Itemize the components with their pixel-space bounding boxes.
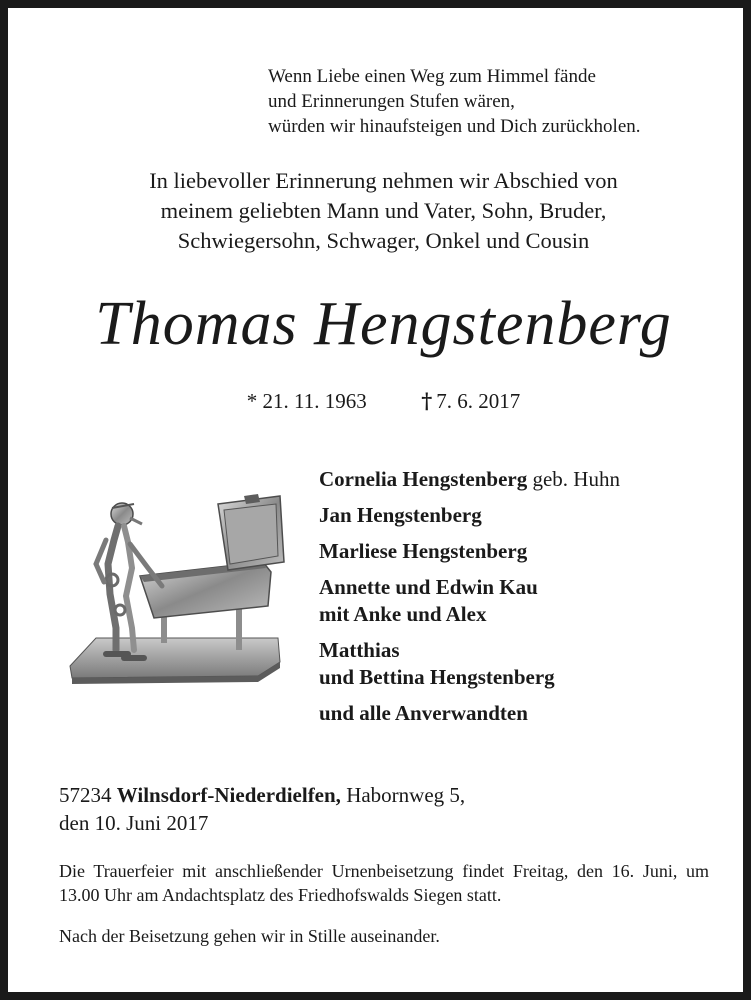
address-block: [59, 781, 465, 837]
mourner-suffix: geb. Huhn: [527, 467, 620, 491]
deceased-name: Thomas Hengstenberg: [95, 290, 672, 358]
mourner: [319, 466, 620, 493]
notice-date: den 10. Juni 2017: [59, 811, 209, 835]
mourner: [319, 700, 620, 727]
mourner-name: Cornelia Hengstenberg: [319, 467, 528, 491]
mourner-name: Jan Hengstenberg: [319, 503, 482, 527]
mourner-name: mit Anke und Alex: [319, 602, 487, 626]
closing-text: Nach der Beisetzung gehen wir in Stille auseinander.: [59, 926, 440, 946]
cross-icon: †: [421, 388, 433, 413]
mourner-name: und Bettina Hengstenberg: [319, 665, 555, 689]
place-name: Wilnsdorf-Niederdielfen,: [116, 783, 341, 807]
mourner: [319, 502, 620, 529]
mourner: [319, 538, 620, 565]
metal-figure-at-barbecue-grill-icon: [58, 478, 288, 708]
mourner: [319, 637, 620, 691]
street: Habornweg 5,: [340, 783, 466, 807]
poem-line: Wenn Liebe einen Weg zum Himmel fände: [268, 66, 596, 87]
intro-text: [8, 166, 751, 256]
mourner-name: Annette und Edwin Kau: [319, 575, 538, 599]
address-line: [59, 781, 465, 809]
mourner: [319, 574, 620, 628]
poem-line: und Erinnerungen Stufen wären,: [268, 91, 515, 112]
death-date: 7. 6. 2017: [436, 389, 521, 413]
intro-line: Schwiegersohn, Schwager, Onkel und Cousin: [177, 228, 590, 253]
mourner-name: Matthias: [319, 638, 400, 662]
mourner-name: Marliese Hengstenberg: [319, 539, 528, 563]
ceremony-text: Die Trauerfeier mit anschließender Urnenbeisetzung findet Freitag, den 16. Juni, um 13.00 Uhr am Andachtsplatz des Friedhofswalds Siegen statt.: [59, 861, 709, 905]
birth-date: * 21. 11. 1963: [246, 389, 367, 413]
mourners-list: [319, 466, 620, 736]
intro-line: In liebevoller Erinnerung nehmen wir Abschied von: [149, 168, 618, 193]
poem: [268, 64, 641, 139]
postal-code: 57234: [59, 783, 117, 807]
mourner-name: und alle Anverwandten: [319, 701, 528, 725]
life-dates: [8, 388, 751, 414]
poem-line: würden wir hinaufsteigen und Dich zurückholen.: [268, 116, 641, 137]
intro-line: meinem geliebten Mann und Vater, Sohn, Bruder,: [160, 198, 607, 223]
